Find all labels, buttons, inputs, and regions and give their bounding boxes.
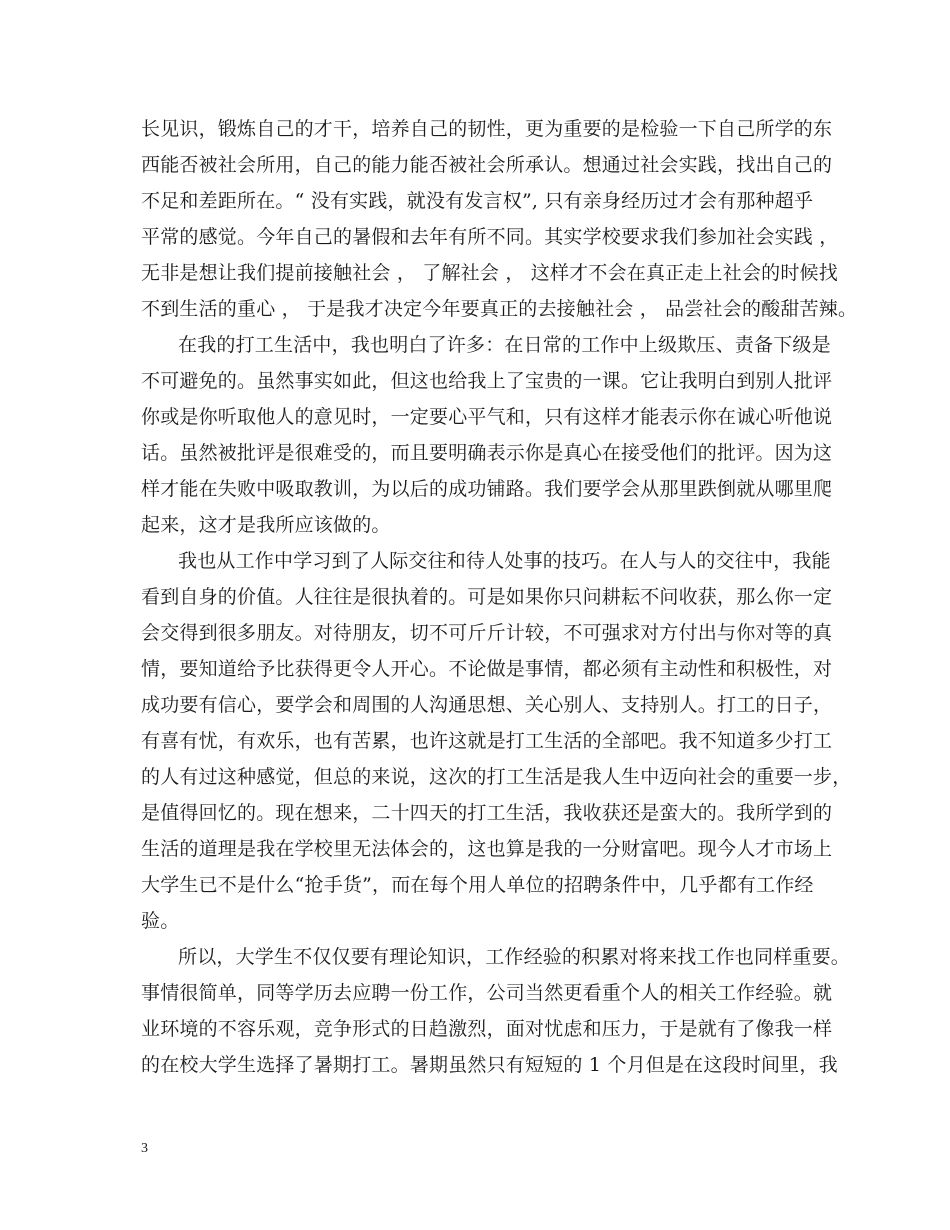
text-line: 西能否被社会所用，自己的能力能否被社会所承认。想通过社会实践，找出自己的 <box>141 154 833 176</box>
text-line: 样才能在失败中吸取教训，为以后的成功铺路。我们要学会从那里跌倒就从哪里爬 <box>141 478 833 500</box>
text-line: 事情很简单，同等学历去应聘一份工作，公司当然更看重个人的相关工作经验。就 <box>141 982 833 1004</box>
text-line: 你或是你听取他人的意见时，一定要心平气和，只有这样才能表示你在诚心听他说 <box>141 406 833 428</box>
text-line: 的人有过这种感觉，但总的来说，这次的打工生活是我人生中迈向社会的重要一步， <box>141 766 852 788</box>
text-line: 业环境的不容乐观，竞争形式的日趋激烈，面对忧虑和压力，于是就有了像我一样 <box>141 1018 833 1040</box>
text-line: 成功要有信心，要学会和周围的人沟通思想、关心别人、支持别人。打工的日子， <box>141 694 833 716</box>
text-line: 不到生活的重心 ， 于是我才决定今年要真正的去接触社会 ， 品尝社会的酸甜苦辣。 <box>141 298 858 320</box>
paragraph-start-line: 在我的打工生活中，我也明白了许多：在日常的工作中上级欺压、责备下级是 <box>178 334 831 356</box>
text-line: 验。 <box>141 910 180 932</box>
text-line: 平常的感觉。今年自己的暑假和去年有所不同。其实学校要求我们参加社会实践 ， <box>141 226 839 248</box>
text-line: 的在校大学生选择了暑期打工。暑期虽然只有短短的 1 个月但是在这段时间里，我 <box>141 1054 838 1076</box>
text-line: 大学生已不是什么“抢手货”，而在每个用人单位的招聘条件中，几乎都有工作经 <box>141 874 814 896</box>
text-line: 不足和差距所在。“ 没有实践，就没有发言权”, 只有亲身经历过才会有那种超乎 <box>141 190 814 212</box>
paragraph-start-line: 所以，大学生不仅仅要有理论知识，工作经验的积累对将来找工作也同样重要。 <box>178 946 851 968</box>
text-line: 生活的道理是我在学校里无法体会的，这也算是我的一分财富吧。现今人才市场上 <box>141 838 833 860</box>
text-line: 有喜有忧，有欢乐，也有苦累，也许这就是打工生活的全部吧。我不知道多少打工 <box>141 730 833 752</box>
text-line: 看到自身的价值。人往往是很执着的。可是如果你只问耕耘不问收获，那么你一定 <box>141 586 833 608</box>
text-line: 长见识，锻炼自己的才干，培养自己的韧性，更为重要的是检验一下自己所学的东 <box>141 118 833 140</box>
text-line: 起来，这才是我所应该做的。 <box>141 514 391 536</box>
text-line: 是值得回忆的。现在想来，二十四天的打工生活，我收获还是蛮大的。我所学到的 <box>141 802 833 824</box>
page-number: 3 <box>141 1141 148 1156</box>
text-line: 不可避免的。虽然事实如此，但这也给我上了宝贵的一课。它让我明白到别人批评 <box>141 370 833 392</box>
paragraph-start-line: 我也从工作中学习到了人际交往和待人处事的技巧。在人与人的交往中，我能 <box>178 550 831 572</box>
text-line: 无非是想让我们提前接触社会 ， 了解社会 ， 这样才不会在真正走上社会的时候找 <box>141 262 838 284</box>
text-line: 会交得到很多朋友。对待朋友，切不可斤斤计较，不可强求对方付出与你对等的真 <box>141 622 833 644</box>
text-line: 话。虽然被批评是很难受的，而且要明确表示你是真心在接受他们的批评。因为这 <box>141 442 833 464</box>
text-line: 情，要知道给予比获得更令人开心。不论做是事情，都必须有主动性和积极性，对 <box>141 658 833 680</box>
